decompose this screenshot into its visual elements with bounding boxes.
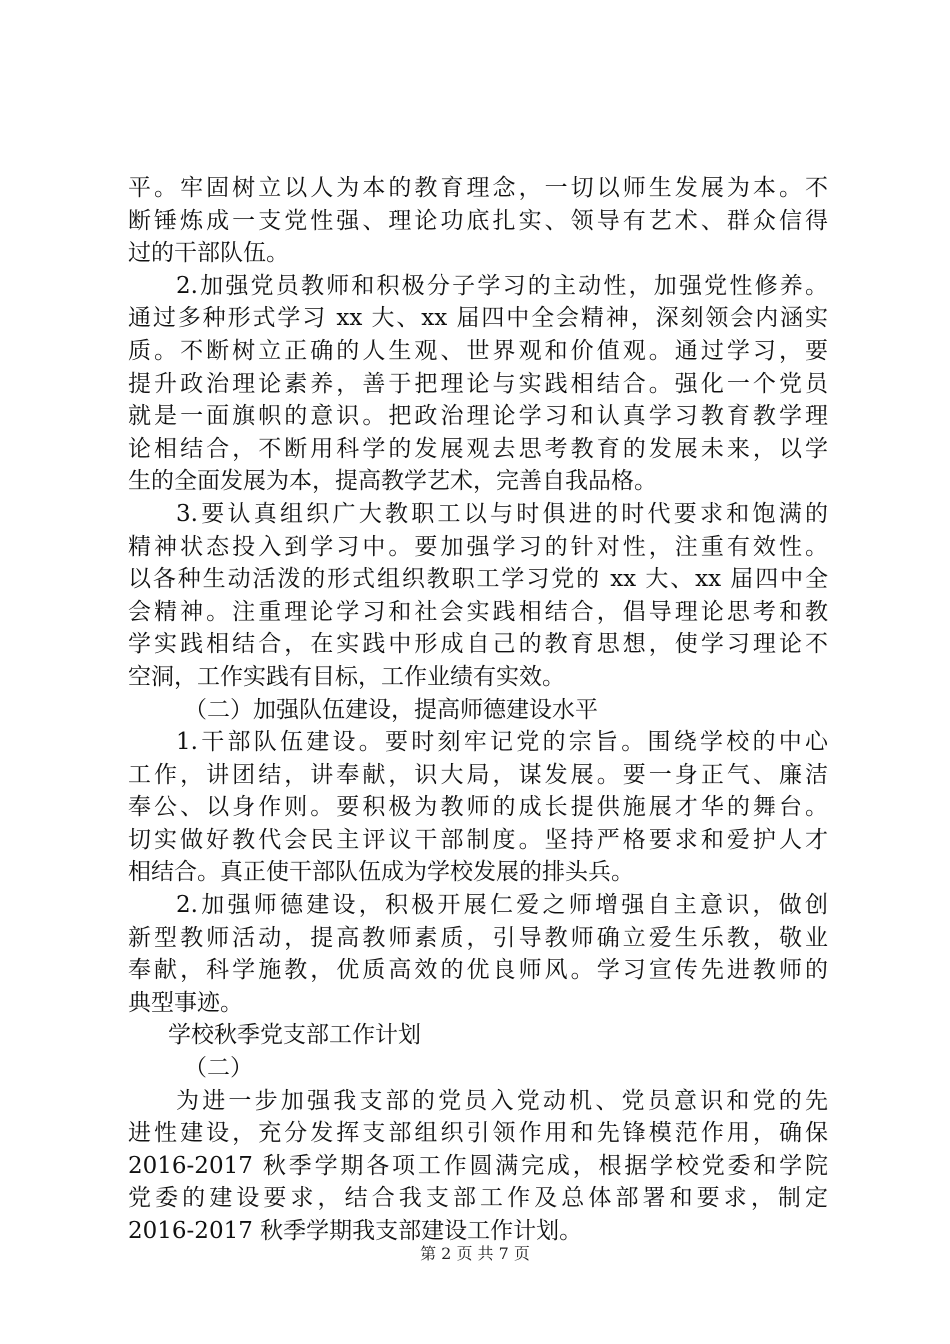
text-line: 奉献，科学施教，优质高效的优良师风。学习宣传先进教师的	[128, 957, 828, 984]
text-line: 学实践相结合，在实践中形成自己的教育思想，使学习理论不	[128, 631, 828, 658]
text-line: 2.加强师德建设，积极开展仁爱之师增强自主意识，做创	[176, 892, 828, 919]
text-line: 通过多种形式学习 xx 大、xx 届四中全会精神，深刻领会内涵实	[128, 305, 828, 332]
text-line: 空洞，工作实践有目标，工作业绩有实效。	[128, 663, 565, 690]
text-line: 断锤炼成一支党性强、理论功底扎实、领导有艺术、群众信得	[128, 207, 828, 234]
text-line: 质。不断树立正确的人生观、世界观和价值观。通过学习，要	[128, 337, 828, 364]
text-line: 生的全面发展为本，提高教学艺术，完善自我品格。	[128, 468, 657, 495]
text-line: 奉公、以身作则。要积极为教师的成长提供施展才华的舞台。	[128, 794, 828, 821]
text-line: 典型事迹。	[128, 989, 243, 1016]
text-line: 切实做好教代会民主评议干部制度。坚持严格要求和爱护人才	[128, 826, 828, 853]
text-line: 平。牢固树立以人为本的教育理念，一切以师生发展为本。不	[128, 175, 828, 201]
text-line: 2.加强党员教师和积极分子学习的主动性，加强党性修养。	[176, 272, 828, 299]
text-line: 论相结合，不断用科学的发展观去思考教育的发展未来，以学	[128, 435, 828, 462]
text-line: （二）	[184, 1055, 253, 1082]
text-line: 相结合。真正使干部队伍成为学校发展的排头兵。	[128, 859, 634, 886]
text-line: 进性建设，充分发挥支部组织引领作用和先锋模范作用，确保	[128, 1120, 828, 1147]
text-line: 2016-2017 秋季学期我支部建设工作计划。	[128, 1218, 583, 1244]
text-line: 2016-2017 秋季学期各项工作圆满完成，根据学校党委和学院	[128, 1152, 828, 1179]
text-line: 1.干部队伍建设。要时刻牢记党的宗旨。围绕学校的中心	[176, 729, 828, 756]
text-line: 提升政治理论素养，善于把理论与实践相结合。强化一个党员	[128, 370, 828, 397]
text-line: （二）加强队伍建设，提高师德建设水平	[184, 696, 598, 723]
text-line: 新型教师活动，提高教师素质，引导教师确立爱生乐教，敬业	[128, 924, 828, 951]
text-line: 为进一步加强我支部的党员入党动机、党员意识和党的先	[176, 1087, 828, 1114]
text-line: 会精神。注重理论学习和社会实践相结合，倡导理论思考和教	[128, 598, 828, 625]
text-line: 就是一面旗帜的意识。把政治理论学习和认真学习教育教学理	[128, 403, 828, 430]
page-number-footer: 第 2 页 共 7 页	[420, 1244, 530, 1263]
text-line: 过的干部队伍。	[128, 240, 289, 267]
text-line: 学校秋季党支部工作计划	[168, 1022, 421, 1049]
text-line: 3.要认真组织广大教职工以与时俱进的时代要求和饱满的	[176, 500, 828, 527]
text-line: 工作，讲团结，讲奉献，识大局，谋发展。要一身正气、廉洁	[128, 761, 828, 788]
text-line: 以各种生动活泼的形式组织教职工学习党的 xx 大、xx 届四中全	[128, 566, 828, 593]
text-line: 精神状态投入到学习中。要加强学习的针对性，注重有效性。	[128, 533, 828, 560]
document-body	[128, 172, 828, 1248]
text-line: 党委的建设要求，结合我支部工作及总体部署和要求，制定	[128, 1185, 828, 1212]
